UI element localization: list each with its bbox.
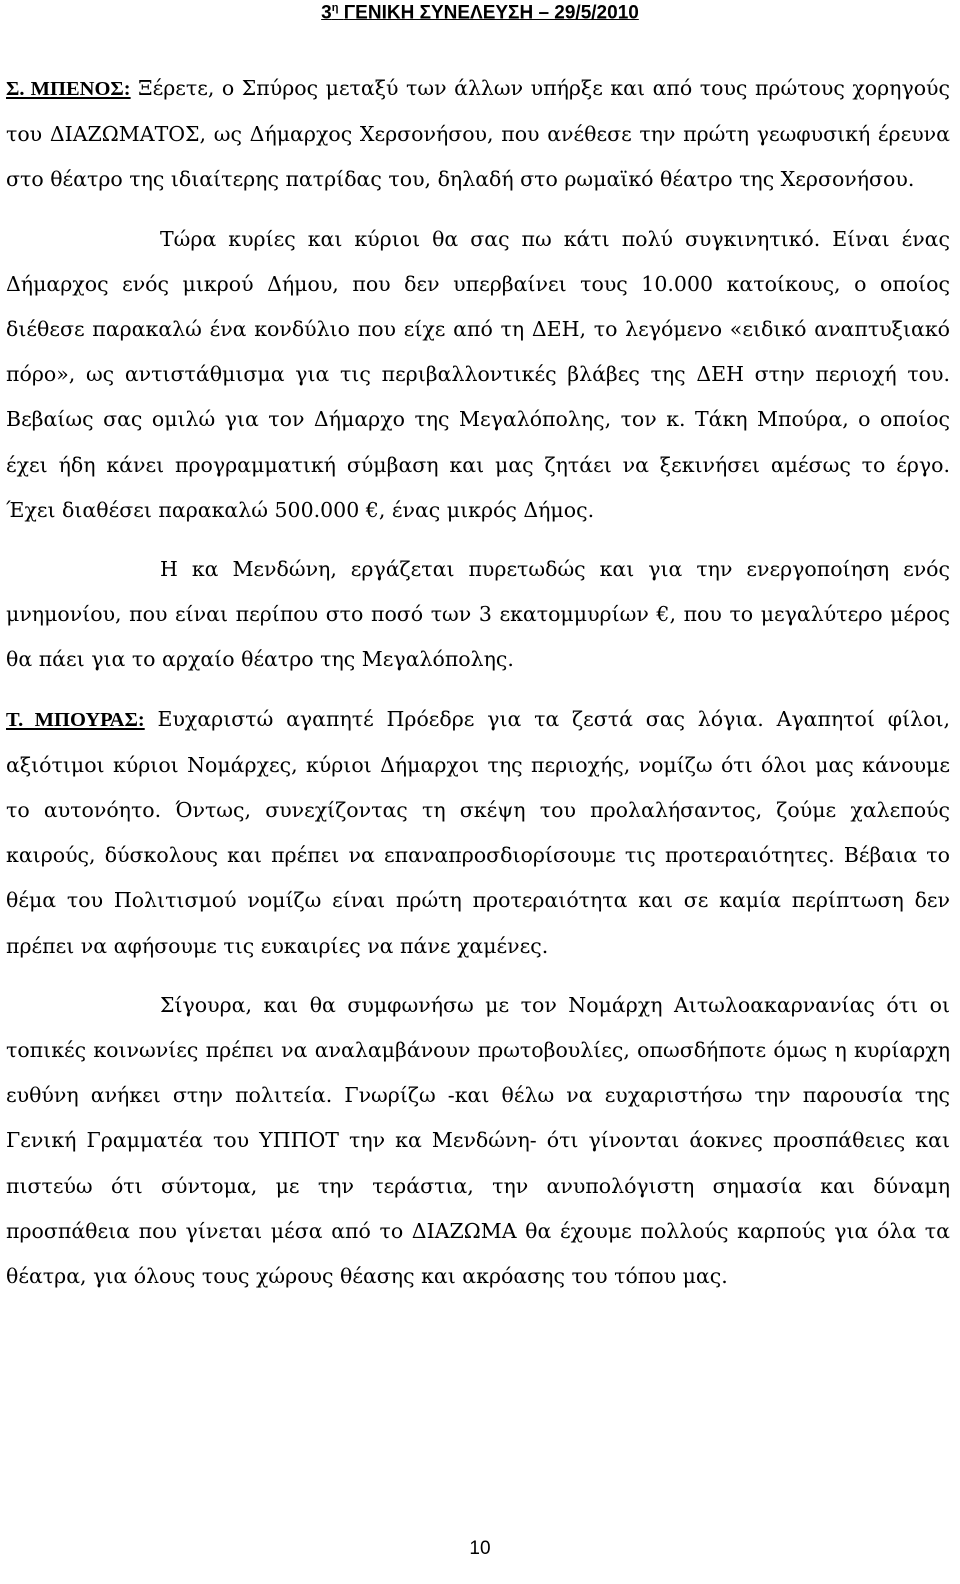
page-footer bbox=[0, 1538, 960, 1560]
paragraph-benos-speech bbox=[6, 66, 950, 203]
paragraph-text: Τώρα κυρίες και κύριοι θα σας πω κάτι πολύ συγκινητικό. Είναι ένας Δήμαρχος ενός μικρού Δήμου, που δεν υπερβαίνει τους 10.000 κατοίκους, ο οποίος διέθεσε παρακαλώ ένα κονδύλιο που είχε από τη ΔΕΗ, το λεγόμενο «ειδικό αναπτυξιακό πόρο», ως αντιστάθμισμα για τις περιβαλλοντικές βλάβες της ΔΕΗ στην περιοχή του. Βεβαίως σας ομιλώ για τον Δήμαρχο της Μεγαλόπολης, τον κ. Τάκη Μπούρα, ο οποίος έχει ήδη κάνει προγραμματική σύμβαση και μας ζητάει να ξεκινήσει αμέσως το έργο. Έχει διαθέσει παρακαλώ 500.000 €, ένας μικρός Δήμος. bbox=[6, 226, 950, 522]
paragraph-mpouras-speech bbox=[6, 697, 950, 969]
paragraph bbox=[6, 983, 950, 1299]
paragraph-text: Η κα Μενδώνη, εργάζεται πυρετωδώς και για την ενεργοποίηση ενός μνημονίου, που είναι περίπου στο ποσό των 3 εκατομμυρίων €, που το μεγαλύτερο μέρος θα πάει για το αρχαίο θέατρο της Μεγαλόπολης. bbox=[6, 557, 950, 672]
paragraph bbox=[6, 217, 950, 533]
page-header bbox=[0, 2, 960, 24]
speaker-name: Σ. ΜΠΕΝΟΣ: bbox=[6, 78, 131, 100]
header-ordinal-suffix: η bbox=[331, 2, 339, 14]
paragraph-text: Σίγουρα, και θα συμφωνήσω με τον Νομάρχη Αιτωλοακαρνανίας ότι οι τοπικές κοινωνίες πρέπει να αναλαμβάνουν πρωτοβουλίες, οπωσδήποτε όμως η κυρίαρχη ευθύνη ανήκει στην πολιτεία. Γνωρίζω -και θέλω να ευχαριστήσω την παρουσία της Γενική Γραμματέα του ΥΠΠΟΤ την κα Μενδώνη- ότι γίνονται άοκνες προσπάθειες και πιστεύω ότι σύντομα, με την τεράστια, την ανυπολόγιστη σημασία και δύναμη προσπάθεια που γίνεται μέσα από το ΔΙΑΖΩΜΑ θα έχουμε πολλούς καρπούς για όλα τα θέατρα, για όλους τους χώρους θέασης και ακρόασης του τόπου μας. bbox=[6, 992, 950, 1289]
speaker-name: Τ. ΜΠΟΥΡΑΣ: bbox=[6, 708, 145, 731]
document-body bbox=[6, 66, 950, 1299]
paragraph-text: Ευχαριστώ αγαπητέ Πρόεδρε για τα ζεστά σας λόγια. Αγαπητοί φίλοι, αξιότιμοι κύριοι Νομάρχες, κύριοι Δήμαρχοι της περιοχής, νομίζω ότι όλοι μας κάνουμε το αυτονόητο. Όντως, συνεχίζοντας τη σκέψη του προλαλήσαντος, ζούμε χαλεπούς καιρούς, δύσκολους και πρέπει να επαναπροσδιορίσουμε τις προτεραιότητες. Βέβαια το θέμα του Πολιτισμού νομίζω είναι πρώτη προτεραιότητα και σε καμία περίπτωση δεν πρέπει να αφήσουμε τις ευκαιρίες να πάνε χαμένες. bbox=[6, 706, 950, 958]
paragraph bbox=[6, 547, 950, 683]
header-ordinal: 3 bbox=[321, 2, 332, 24]
page-number: 10 bbox=[469, 1538, 491, 1559]
paragraph-text: Ξέρετε, ο Σπύρος μεταξύ των άλλων υπήρξε και από τους πρώτους χορηγούς του ΔΙΑΖΩΜΑΤΟΣ, ως Δήμαρχος Χερσονήσου, που ανέθεσε την πρώτη γεωφυσική έρευνα στο θέατρο της ιδιαίτερης πατρίδας του, δηλαδή στο ρωμαϊκό θέατρο της Χερσονήσου. bbox=[6, 76, 950, 192]
header-title: ΓΕΝΙΚΗ ΣΥΝΕΛΕΥΣΗ – 29/5/2010 bbox=[343, 2, 639, 24]
